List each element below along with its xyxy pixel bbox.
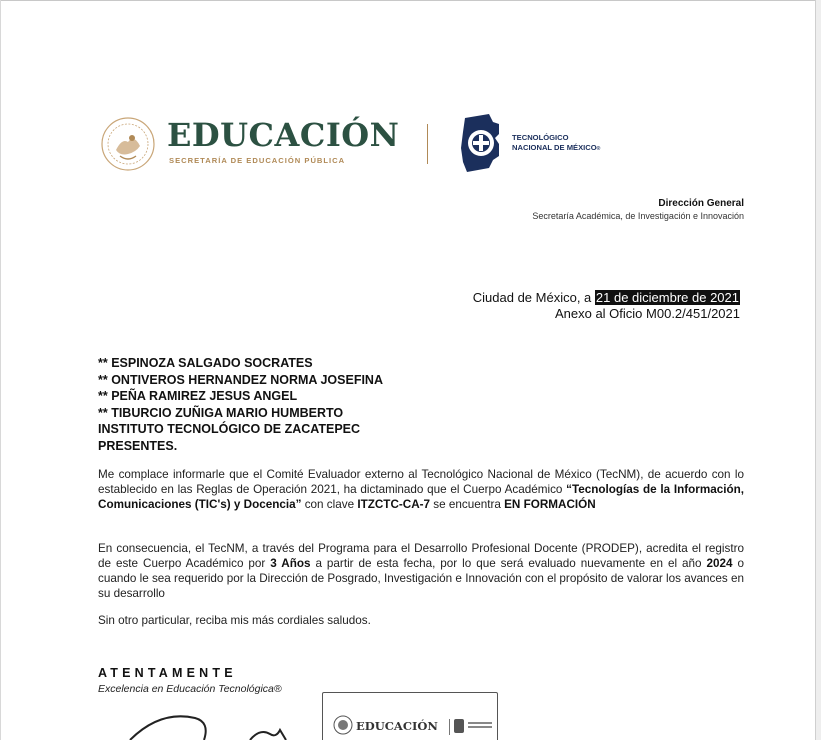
p2-text-2: a partir de esta fecha, por lo que será evaluado nuevamente en el año [310,557,707,570]
recipients-block [98,355,383,454]
recipient-line: ** PEÑA RAMIREZ JESUS ANGEL [98,389,298,403]
tecnm-registered-mark: ® [596,146,601,152]
p1-status: EN FORMACIÓN [504,498,596,511]
mexican-seal-icon [98,116,158,172]
stamp-separator [449,719,450,735]
institution-line: INSTITUTO TECNOLÓGICO DE ZACATEPEC [98,422,361,436]
p1-text-1: Me complace informarle que el Comité Evaluador externo al Tecnológico Nacional de México (TecNM), de acuerdo con lo establecido en las Reglas de Operación 2021, ha dictaminado que el Cuerpo Académico [98,468,744,496]
viewer-scrollbar-track[interactable] [815,0,821,740]
direccion-block [532,197,744,223]
p1-group-key: ITZCTC-CA-7 [357,498,431,511]
date-line [473,290,740,306]
stamp-seal-icon [333,715,353,735]
edu-subtitle: SECRETARÍA DE EDUCACIÓN PÚBLICA [169,156,346,165]
closing-motto: Excelencia en Educación Tecnológica® [98,683,282,695]
letterhead [98,112,618,174]
p2-text-3: o cuando le sea requerido por la Dirección de Posgrado, Investigación e Innovación con el propósito de valorar los avances en su desarrollo [98,557,744,600]
tecnm-line1: TECNOLÓGICO [512,133,569,142]
stamp-tecnm-logo-icon [454,719,464,733]
tecnm-line2 [512,143,600,154]
p2-years: 3 Años [270,557,311,570]
paragraph-registro [98,541,744,601]
recipient-line: ** TIBURCIO ZUÑIGA MARIO HUMBERTO [98,405,344,420]
annex-line: Anexo al Oficio M00.2/451/2021 [554,306,740,321]
p1-text-2: con clave [301,498,358,511]
date-prefix: Ciudad de México, a [472,290,595,305]
date-highlight: 21 de diciembre de 2021 [595,290,739,305]
direccion-title: Dirección General [658,198,744,209]
paragraph-dictamen [98,467,744,512]
page-left-border [0,0,1,740]
page-top-border [0,0,821,1]
p1-group-name: “Tecnologías de la Información, Comunicaciones (TIC's) y Docencia” [98,483,744,511]
official-stamp [322,692,498,740]
p2-year: 2024 [706,557,733,570]
date-block [473,290,740,322]
signature-icon [100,700,320,740]
recipient-line: ** ONTIVEROS HERNANDEZ NORMA JOSEFINA [98,372,383,387]
p2-text-1: En consecuencia, el TecNM, a través del Programa para el Desarrollo Profesional Docente (PRODEP), acredita el registro de este Cuerpo Académico por [98,542,744,570]
tecnm-line2-text: NACIONAL DE MÉXICO [512,143,597,152]
logo-separator [427,124,428,164]
edu-title: EDUCACIÓN [167,116,400,154]
p1-text-3: se encuentra [430,498,505,511]
direccion-subtitle: Secretaría Académica, de Investigación e Innovación [532,211,744,221]
closing-atentamente: ATENTAMENTE [98,666,237,680]
tecnm-gear-logo-icon [459,112,503,174]
presentes-line: PRESENTES. [98,438,178,453]
paragraph-saludos: Sin otro particular, reciba mis más cordiales saludos. [98,614,371,627]
stamp-edu-title: EDUCACIÓN [356,719,438,733]
stamp-tecnm-text-icon [468,722,492,724]
recipient-line: ** ESPINOZA SALGADO SOCRATES [98,356,313,370]
tecnm-name [512,133,600,154]
